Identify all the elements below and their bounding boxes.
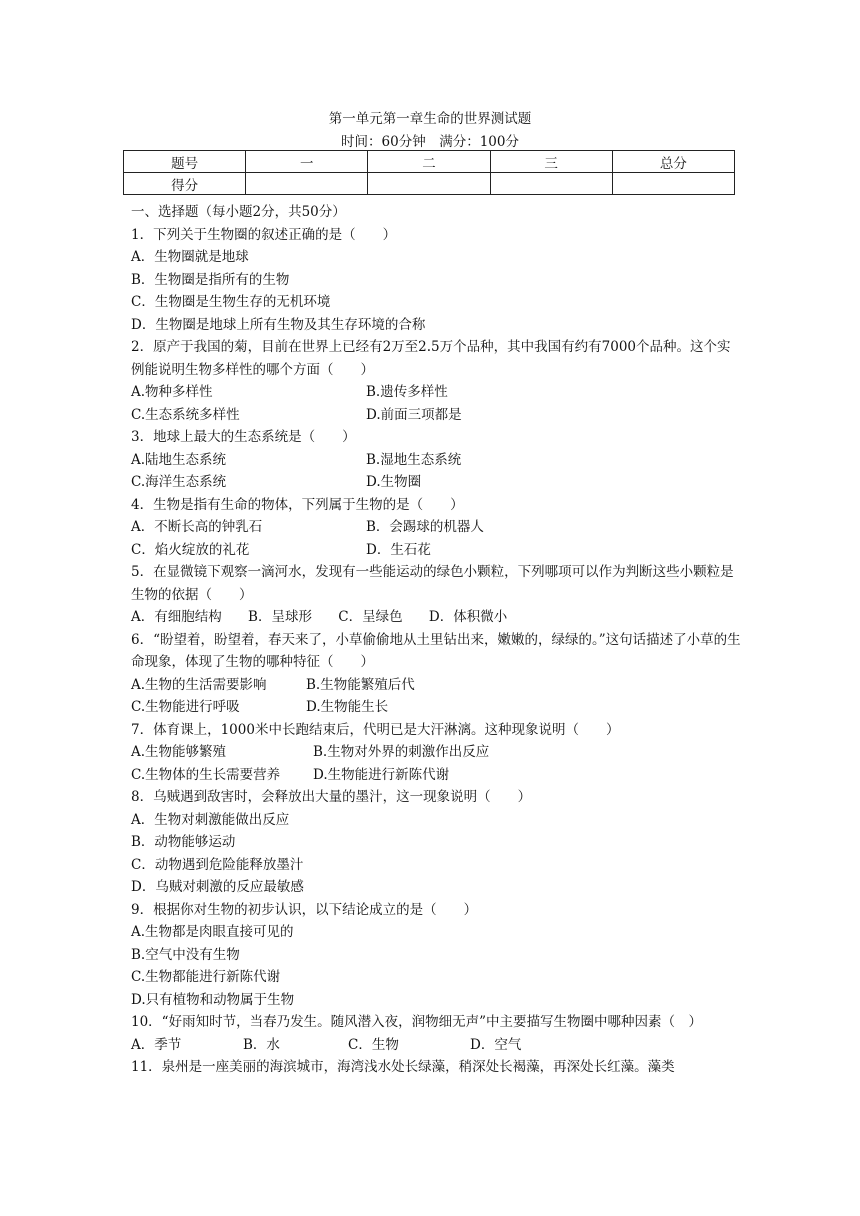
- table-cell: 总分: [612, 151, 734, 173]
- option-row: [131, 404, 741, 427]
- option-row: [131, 606, 741, 629]
- option: B．会踢球的机器人: [366, 519, 484, 535]
- questions: [131, 201, 741, 1079]
- option: D.只有植物和动物属于生物: [131, 991, 295, 1008]
- score-table: [123, 150, 735, 195]
- option-row: [131, 449, 741, 472]
- option: D.生物能进行新陈代谢: [313, 766, 450, 783]
- option: C．焰火绽放的礼花: [131, 541, 250, 558]
- table-row: [124, 151, 735, 173]
- option-row: [131, 381, 741, 404]
- option: B．生物圈是指所有的生物: [131, 271, 290, 288]
- table-cell: 得分: [124, 173, 246, 195]
- question-stem: 3．地球上最大的生态系统是（ ）: [131, 429, 356, 445]
- question-stem: 2．原产于我国的菊，目前在世界上已经有2万至2.5万个品种，其中我国有约有7000个品种。这个实例能说明生物多样性的哪个方面（ ）: [131, 339, 731, 378]
- table-cell: 题号: [124, 151, 246, 173]
- option: D．乌贼对刺激的反应最敏感: [131, 879, 304, 895]
- option-row: [131, 696, 741, 719]
- option: B.生物对外界的刺激作出反应: [313, 744, 490, 760]
- option: B.遗传多样性: [366, 384, 448, 400]
- option: B．水: [243, 1036, 280, 1053]
- table-row: [124, 173, 735, 195]
- option: A．有细胞结构: [131, 609, 222, 625]
- option-row: [131, 471, 741, 494]
- page-title: 第一单元第一章生命的世界测试题: [328, 111, 532, 127]
- option: A.生物能够繁殖: [131, 744, 227, 760]
- score-cell-2: [368, 173, 490, 195]
- question-stem: 7．体育课上，1000米中长跑结束后，代明已是大汗淋漓。这种现象说明（ ）: [131, 721, 620, 738]
- score-cell-3: [490, 173, 612, 195]
- table-cell: 一: [246, 151, 368, 173]
- option-row: [131, 674, 741, 697]
- option-row: [131, 764, 741, 787]
- score-cell-total: [612, 173, 734, 195]
- option: C．生物圈是生物生存的无机环境: [131, 294, 331, 310]
- option: A．季节: [131, 1036, 182, 1053]
- question-stem: 11．泉州是一座美丽的海滨城市，海湾浅水处长绿藻，稍深处长褐藻，再深处长红藻。藻类: [131, 1059, 675, 1075]
- option: B．动物能够运动: [131, 834, 236, 850]
- option: C.生态系统多样性: [131, 406, 240, 423]
- option: D.生物能生长: [306, 699, 389, 715]
- option: D．体积微小: [428, 609, 508, 625]
- option: C.生物体的生长需要营养: [131, 766, 281, 783]
- question-stem: 4．生物是指有生命的物体，下列属于生物的是（ ）: [131, 496, 464, 513]
- option-row: [131, 539, 741, 562]
- option: A.陆地生态系统: [131, 451, 227, 468]
- option: D．空气: [470, 1036, 522, 1053]
- option: D．生物圈是地球上所有生物及其生存环境的合称: [131, 316, 426, 333]
- option: B.湿地生态系统: [366, 451, 462, 468]
- table-cell: 三: [490, 151, 612, 173]
- option: D.生物圈: [366, 474, 422, 490]
- option: A.生物的生活需要影响: [131, 676, 267, 693]
- option: A．不断长高的钟乳石: [131, 519, 263, 535]
- question-stem: 5．在显微镜下观察一滴河水，发现有一些能运动的绿色小颗粒，下列哪项可以作为判断这些小颗粒是生物的依据（ ）: [131, 564, 734, 603]
- option: C．生物: [348, 1036, 399, 1053]
- option: A．生物对刺激能做出反应: [131, 811, 290, 828]
- option: B.生物能繁殖后代: [306, 676, 415, 693]
- question-stem: 1．下列关于生物圈的叙述正确的是（ ）: [131, 226, 397, 243]
- option: C.生物都能进行新陈代谢: [131, 969, 281, 985]
- question-stem: 8．乌贼遇到敌害时，会释放出大量的墨汁，这一现象说明（ ）: [131, 789, 532, 805]
- option: D．生石花: [366, 541, 431, 558]
- question-stem: 9．根据你对生物的初步认识，以下结论成立的是（ ）: [131, 901, 478, 918]
- table-cell: 二: [368, 151, 490, 173]
- section-heading: 一、选择题（每小题2分，共50分）: [131, 204, 346, 220]
- option: B．呈球形: [248, 609, 312, 625]
- option: C．动物遇到危险能释放墨汁: [131, 856, 304, 873]
- option-row: [131, 516, 741, 539]
- option: A.物种多样性: [131, 384, 213, 400]
- option: A．生物圈就是地球: [131, 249, 249, 265]
- option: A.生物都是肉眼直接可见的: [131, 924, 294, 940]
- option-row: [131, 1034, 741, 1057]
- question-stem: 10．“好雨知时节，当春乃发生。随风潜入夜，润物细无声”中主要描写生物圈中哪种因素（ ）: [131, 1014, 702, 1030]
- option: C.生物能进行呼吸: [131, 699, 240, 715]
- option-row: [131, 741, 741, 764]
- option: C.海洋生态系统: [131, 474, 227, 490]
- option: D.前面三项都是: [366, 406, 462, 423]
- question-stem: 6．“盼望着，盼望着，春天来了，小草偷偷地从土里钻出来，嫩嫩的，绿绿的。”这句话描述了小草的生命现象，体现了生物的哪种特征（ ）: [131, 631, 741, 670]
- page-subtitle: 时间：60分钟 满分：100分: [341, 134, 519, 150]
- option: C．呈绿色: [338, 609, 403, 625]
- score-cell-1: [246, 173, 368, 195]
- option: B.空气中没有生物: [131, 946, 240, 963]
